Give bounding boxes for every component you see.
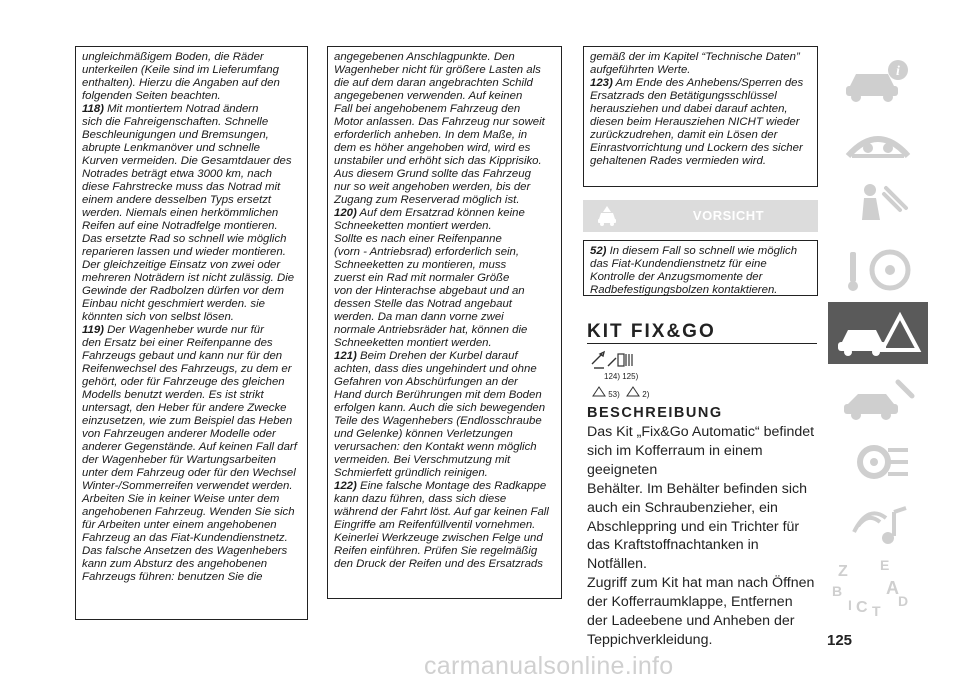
notes-column-1	[75, 46, 308, 620]
svg-text:B: B	[832, 583, 843, 599]
airbag-seat-icon	[828, 174, 928, 236]
reference-numbers-warning	[592, 386, 649, 399]
note-number-123: 123)	[590, 77, 613, 89]
tab-dashboard[interactable]	[828, 110, 928, 172]
reference-number: 53)	[608, 390, 620, 399]
car-dashboard-icon	[828, 110, 928, 172]
tab-multimedia[interactable]	[828, 494, 928, 556]
svg-text:Z: Z	[838, 563, 848, 580]
car-caution-icon	[595, 205, 619, 227]
breakdown-warning-icon	[828, 302, 928, 364]
svg-text:C: C	[856, 599, 868, 616]
note-number-52: 52)	[590, 245, 607, 257]
environment-triangle-icon	[626, 386, 640, 397]
note-122-text: Eine falsche Montage des Radkappe kann dazu führen, dass sich diese während der Fahrt löst. Auf gar keinen Fall Eingriffe am Reifenfüllventil vornehmen. Keinerlei Werkzeuge zwischen Felge und Reifen einführen. Prüfen Sie regelmäßig den Druck der Reifen und des Ersatzrads	[334, 480, 549, 570]
technical-data-icon	[828, 430, 928, 492]
note-number-120: 120)	[334, 207, 357, 219]
tab-emergency[interactable]	[828, 302, 928, 364]
svg-text:E: E	[880, 558, 890, 573]
tab-servicing[interactable]	[828, 366, 928, 428]
note-118-text: Mit montiertem Notrad ändern sich die Fahreigenschaften. Schnelle Beschleunigungen und Bremsungen, abrupte Lenkmanöver und schnelle Kurven vermeiden. Die Gesamtdauer des Notrades beträgt etwa 3000 km, nach diese Fahrstrecke muss das Notrad mit einem andere desselben Typs ersetzt werden. Niemals einen herkömmlichen Reifen auf eine Notradfelge montieren. Das ersetzte Rad so schnell wie möglich reparieren lassen und wieder montieren. Der gleichzeitige Einsatz von zwei oder mehreren Noträdern ist nicht zulässig. Die Gewinde der Radbolzen dürfen vor dem Einbau nicht geschmiert werden. sie könnten sich von selbst lösen.	[82, 103, 295, 323]
tools-icon	[590, 350, 650, 372]
key-steering-wheel-icon	[828, 238, 928, 300]
notes-column-3	[583, 46, 818, 187]
tab-car-info[interactable]	[828, 46, 928, 108]
caution-header	[583, 200, 818, 232]
subsection-title: BESCHREIBUNG	[587, 405, 723, 421]
svg-text:A: A	[886, 578, 899, 598]
reference-number: 2)	[642, 390, 650, 399]
note-52-text: In diesem Fall so schnell wie möglich das Fiat-Kundendienstnetz für eine Kontrolle der Anzugsmomente der Radbefestigungsbolzen kontaktieren.	[590, 245, 798, 296]
title-divider	[587, 343, 817, 344]
alphabetical-index-icon	[828, 558, 928, 620]
tab-starting-driving[interactable]	[828, 238, 928, 300]
watermark: carmanualsonline.info	[424, 652, 674, 680]
note-number-121: 121)	[334, 350, 357, 362]
note-121-text: Beim Drehen der Kurbel darauf achten, dass dies ungehindert und ohne Gefahren von Abschürfungen an der Hand durch Berührungen mit dem Boden erfolgen kann. Auch die sich bewegenden Teile des Wagenhebers (Endlosschraube und Gelenke) können Verletzungen verursachen: den Kontakt wenn möglich vermeiden. Bei Verschmutzung mit Schmierfett gründlich reinigen.	[334, 350, 546, 479]
maintenance-wrench-icon	[828, 366, 928, 428]
note-text: ungleichmäßigem Boden, die Räder unterkeilen (Keile sind im Lieferumfang enthalten). Hierzu die Angaben auf den folgenden Seiten beachten.	[82, 51, 280, 102]
svg-text:i: i	[896, 64, 900, 79]
note-number-119: 119)	[82, 324, 104, 336]
page-number: 125	[827, 632, 853, 649]
note-number-122: 122)	[334, 480, 357, 492]
note-120-text: Auf dem Ersatzrad können keine Schneeketten montiert werden. Sollte es nach einer Reifenpanne (vorn - Antriebsrad) erforderlich sein, Schneeketten zu montieren, muss zuerst ein Rad mit normaler Größe von der Hinterachse abgebaut und an dessen Stelle das Notrad angebaut werden. Da man dann vorne zwei normale Antriebsräder hat, können die Schneeketten montiert werden.	[334, 207, 528, 349]
caution-box	[583, 240, 818, 296]
note-text: gemäß der im Kapitel “Technische Daten” aufgeführten Werte.	[590, 51, 800, 76]
note-number-118: 118)	[82, 103, 104, 115]
svg-text:I: I	[848, 597, 852, 613]
tab-safety[interactable]	[828, 174, 928, 236]
tab-index[interactable]	[828, 558, 928, 620]
notes-column-2	[327, 46, 562, 599]
caution-triangle-icon	[592, 386, 606, 397]
svg-text:T: T	[872, 603, 881, 619]
tab-technical-data[interactable]	[828, 430, 928, 492]
car-info-icon	[828, 46, 928, 108]
note-119-text: Der Wagenheber wurde nur für den Ersatz bei einer Reifenpanne des Fahrzeugs gebaut und kann nur für den Reifenwechsel des Fahrzeugs, zu dem er gehört, oder für Fahrzeuge des gleichen Modells benutzt werden. Es ist strikt untersagt, den Heber für andere Zwecke einzusetzen, wie zum Beispiel das Heben von Fahrzeugen anderer Modelle oder anderer Gegenstände. Auf keinen Fall darf der Wagenheber für Wartungsarbeiten unter dem Fahrzeug oder für den Wechsel Winter-/Sommerreifen verwendet werden. Arbeiten Sie in keiner Weise unter dem angehobenen Fahrzeug. Wenden Sie sich für Arbeiten unter einem angehobenen Fahrzeug an das Fiat-Kundendienstnetz. Das falsche Ansetzen des Wagenhebers kann zum Absturz des angehobenen Fahrzeugs führen: benutzen Sie die	[82, 324, 297, 583]
reference-numbers: 124) 125)	[604, 372, 639, 381]
svg-text:D: D	[898, 593, 909, 609]
multimedia-icon	[828, 494, 928, 556]
note-123-text: Am Ende des Anhebens/Sperren des Ersatzrads den Betätigungsschlüssel herausziehen und dabei darauf achten, diesen beim Herausziehen NICHT wieder zurückzudrehen, damit ein Lösen der Einrastvorrichtung und Lockern des sicher gehaltenen Rades vermieden wird.	[590, 77, 804, 167]
body-paragraph: Das Kit „Fix&Go Automatic“ befindet sich im Kofferraum in einem geeigneten Behälter. Im Behälter befinden sich auch ein Schraubenzieher, ein Abschleppring und ein Trichter für das Kraftstoffnachtanken in Notfällen. Zugriff zum Kit hat man nach Öffnen der Kofferraumklappe, Entfernen der Ladeebene und Anheben der Teppichverkleidung.	[587, 424, 815, 648]
caution-label: VORSICHT	[692, 208, 765, 223]
section-title: KIT FIX&GO	[587, 321, 716, 342]
note-text: angegebenen Anschlagpunkte. Den Wagenheber nicht für größere Lasten als die auf dem daran angebrachten Schild angegebenen verwenden. Auf keinen Fall bei angehobenem Fahrzeug den Motor anlassen. Das Fahrzeug nur soweit erforderlich anheben. In dem Maße, in dem es höher angehoben wird, wird es unstabiler und erhöht sich das Kipprisiko. Aus diesem Grund sollte das Fahrzeug nur so weit angehoben werden, bis der Zugang zum Reserverad möglich ist.	[334, 51, 545, 206]
